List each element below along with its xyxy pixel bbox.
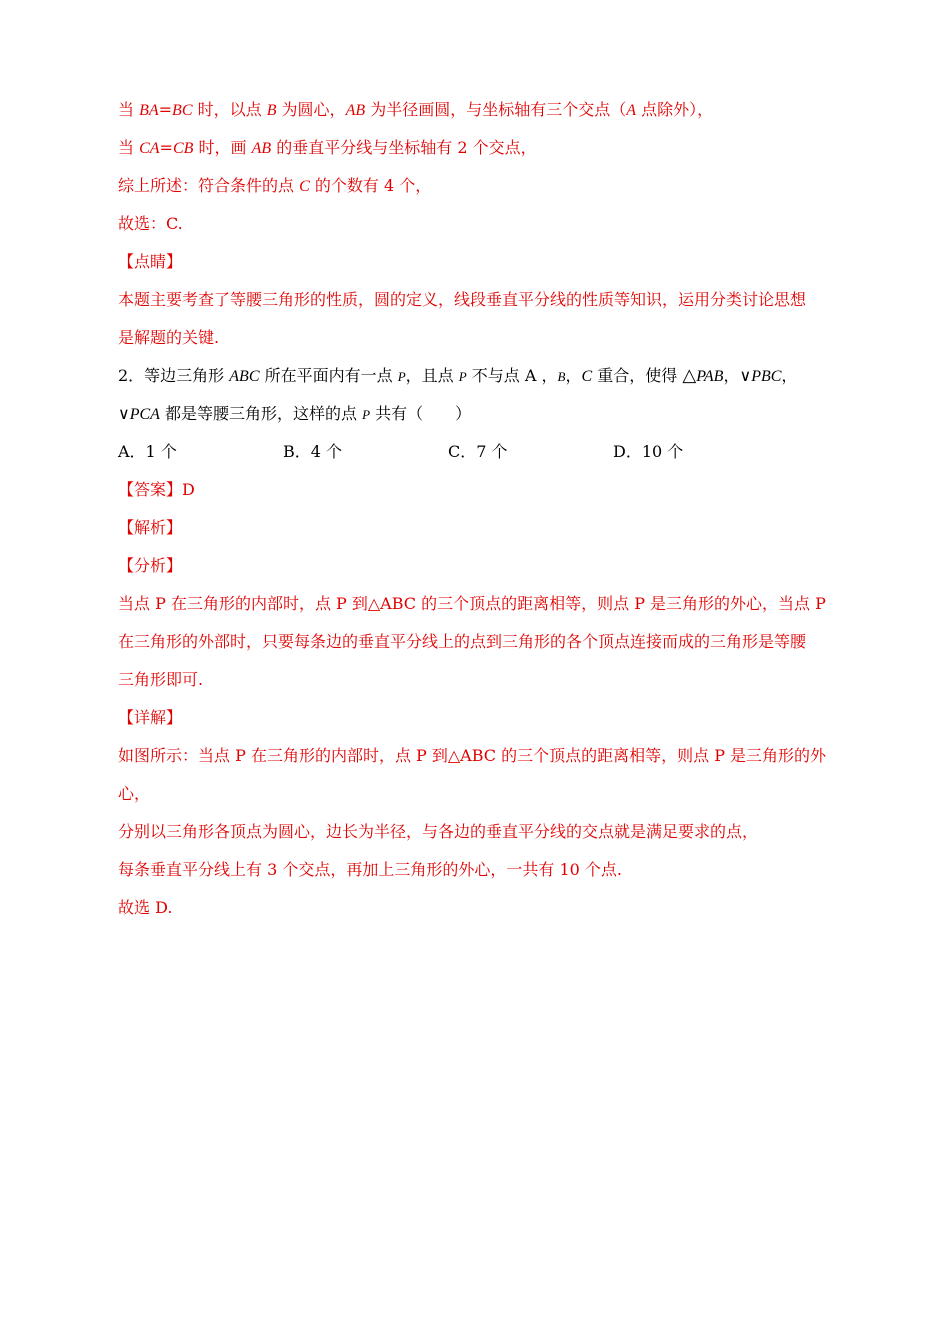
dianjing-heading: 【点睛】	[118, 252, 183, 271]
prev-solution-line-3: 综上所述：符合条件的点 C 的个数有 4 个，	[118, 176, 432, 195]
option-d: D．10 个	[613, 442, 684, 461]
summary-line-2: 是解题的关键.	[118, 328, 220, 347]
question-2-line-1: 2．等边三角形 ABC 所在平面内有一点 P，且点 P 不与点 A ，B，C 重合，使得 △PAB，∨PBC，	[118, 365, 798, 386]
xiangjie-line-3: 分别以三角形各顶点为圆心，边长为半径，与各边的垂直平分线的交点就是满足要求的点，	[118, 822, 759, 841]
prev-solution-line-1: 当 BA=BC 时，以点 B 为圆心，AB 为半径画圆，与坐标轴有三个交点（A 点除外），	[118, 100, 714, 119]
prev-solution-choice: 故选：C.	[118, 214, 183, 233]
option-b: B．4 个	[283, 442, 343, 461]
option-c: C．7 个	[448, 442, 508, 461]
summary-line-1: 本题主要考查了等腰三角形的性质，圆的定义，线段垂直平分线的性质等知识，运用分类讨论思想	[118, 290, 807, 309]
xiangjie-line-2: 心，	[118, 784, 151, 803]
prev-solution-line-2: 当 CA=CB 时，画 AB 的垂直平分线与坐标轴有 2 个交点，	[118, 138, 537, 157]
fenxi-heading: 【分析】	[118, 556, 183, 575]
answer-options	[118, 441, 818, 463]
question-2-line-2: ∨PCA 都是等腰三角形，这样的点 P 共有（ ）	[118, 404, 472, 423]
xiangjie-line-4: 每条垂直平分线上有 3 个交点，再加上三角形的外心，一共有 10 个点.	[118, 860, 622, 879]
jiexi-heading: 【解析】	[118, 518, 183, 537]
fenxi-line-3: 三角形即可.	[118, 670, 204, 689]
xiangjie-heading: 【详解】	[118, 708, 183, 727]
option-a: A．1 个	[118, 442, 177, 461]
xiangjie-line-5: 故选 D.	[118, 898, 173, 917]
fenxi-line-2: 在三角形的外部时，只要每条边的垂直平分线上的点到三角形的各个顶点连接而成的三角形是等腰	[118, 632, 807, 651]
answer-line: 【答案】D	[118, 480, 195, 499]
xiangjie-line-1: 如图所示：当点 P 在三角形的内部时，点 P 到△ABC 的三个顶点的距离相等，则点 P 是三角形的外	[118, 746, 827, 765]
fenxi-line-1: 当点 P 在三角形的内部时，点 P 到△ABC 的三个顶点的距离相等，则点 P 是三角形的外心，当点 P	[118, 594, 826, 613]
